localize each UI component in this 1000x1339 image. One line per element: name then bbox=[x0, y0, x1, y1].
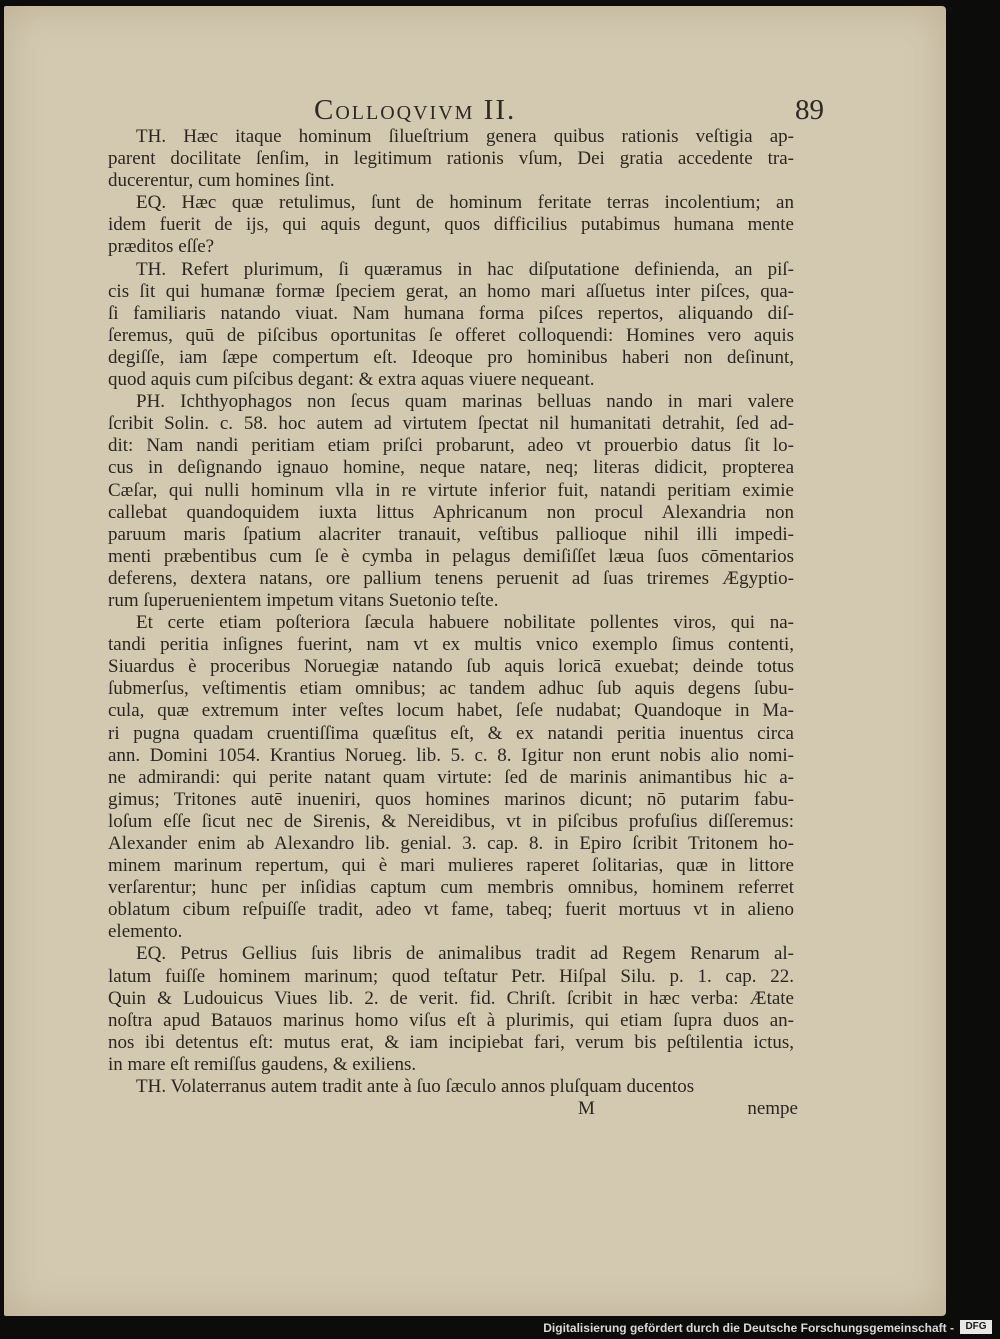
text-line: Alexander enim ab Alexandro lib. genial. 3. cap. 8. in Epiro ſcribit Tritonem ho- bbox=[108, 833, 794, 854]
text-line: deferens, dextera natans, ore pallium tenens peruenit ad ſuas triremes Ægyptio- bbox=[108, 567, 794, 589]
text-line: callebat quandoquidem iuxta littus Aphricanum non procul Alexandria non bbox=[108, 501, 794, 523]
text-line: latum fuiſſe hominem marinum; quod teſtatur Petr. Hiſpal Silu. p. 1. cap. 22. bbox=[108, 965, 794, 987]
text-line: ſubmerſus, veſtimentis etiam omnibus; ac tandem adhuc ſub aquis degens ſubu- bbox=[108, 678, 794, 700]
text-line: verſarentur; hunc per inſidias captum cum membris omnibus, hominem referret bbox=[108, 877, 794, 899]
text-line: oblatum cibum reſpuiſſe tradit, adeo vt fame, tabeq; fuerit mortuus vt in alieno bbox=[108, 899, 794, 921]
text-line: Siuardus è proceribus Noruegiæ natando ſub aquis loricā exuebat; deinde totus bbox=[108, 656, 794, 678]
text-line: tandi peritia inſignes fuerint, nam vt ex multis vnico exemplo ſimus contenti, bbox=[108, 634, 794, 656]
text-line: parent docilitate ſenſim, in legitimum rationis vſum, Dei gratia accedente tra- bbox=[108, 148, 794, 170]
text-line: minem marinum repertum, qui è mari mulieres raperet ſolitarias, quæ in littore bbox=[108, 855, 794, 877]
text-line: gimus; Tritones autē inueniri, quos homines marinos dicunt; nō putarim fabu- bbox=[108, 788, 794, 810]
text-line: cula, quæ extremum inter veſtes locum habet, ſeſe nudabat; Quandoque in Ma- bbox=[108, 700, 794, 722]
text-line: ri pugna quadam cruentiſſima quæſitus eſt, & ex natandi peritia inuentus circa bbox=[108, 722, 794, 744]
text-line: idem fuerit de ijs, qui aquis degunt, quos difficilius putabimus humana mente bbox=[108, 214, 794, 236]
page-number: 89 bbox=[795, 94, 824, 126]
text-line: quod aquis cum piſcibus degant: & extra aquas viuere nequeant. bbox=[108, 369, 595, 391]
signature-mark: M bbox=[578, 1098, 595, 1120]
text-line: EQ. Petrus Gellius ſuis libris de animalibus tradit ad Regem Renarum al- bbox=[136, 943, 794, 965]
text-line: in mare eſt remiſſus gaudens, & exiliens. bbox=[108, 1053, 417, 1075]
text-line: degiſſe, iam ſæpe compertum eſt. Ideoque pro hominibus haberi non deſinunt, bbox=[108, 346, 794, 368]
text-line: loſum eſſe ſicut nec de Sirenis, & Nereidibus, vt in piſcibus profuſius diſſeremus: bbox=[108, 810, 794, 832]
footer-credit: Digitalisierung gefördert durch die Deutsche Forschungsgemeinschaft - bbox=[543, 1321, 954, 1335]
text-line: cis ſit qui humanæ formæ ſpeciem gerat, an homo mari aſſuetus inter piſces, qua- bbox=[108, 280, 794, 302]
text-line: rum ſuperuenientem impetum vitans Suetonio teſte. bbox=[108, 589, 499, 611]
dfg-logo: DFG bbox=[960, 1320, 992, 1334]
text-line: ann. Domini 1054. Krantius Norueg. lib. 5. c. 8. Igitur non erunt nobis alio nomi- bbox=[108, 744, 794, 766]
text-line: ducerentur, cum homines ſint. bbox=[108, 170, 335, 192]
text-line: nos ibi detentus eſt: mutus erat, & iam incipiebat fari, verum bis peſtilentia ictus, bbox=[108, 1031, 794, 1053]
body-text bbox=[108, 126, 798, 1120]
text-line: Quin & Ludouicus Viues lib. 2. de verit. fid. Chriſt. ſcribit in hæc verba: Ætate bbox=[108, 987, 794, 1009]
text-line: ne admirandi: qui perite natant quam virtute: ſed de marinis animantibus hic a- bbox=[108, 766, 794, 788]
text-line: PH. Ichthyophagos non ſecus quam marinas belluas nando in mari valere bbox=[136, 391, 794, 413]
text-line: Et certe etiam poſteriora ſæcula habuere nobilitate pollentes viros, qui na- bbox=[136, 612, 794, 634]
text-line: dit: Nam nandi peritiam etiam priſci probarunt, adeo vt prouerbio datus ſit lo- bbox=[108, 435, 794, 457]
text-line: noſtra apud Batauos marinus homo viſus eſt à plurimis, qui etiam ſupra duos an- bbox=[108, 1009, 794, 1031]
text-line: ſcribit Solin. c. 58. hoc autem ad virtutem ſpectat nil humanitati detrahit, ſed ad- bbox=[108, 413, 794, 435]
text-line: præditos eſſe? bbox=[108, 236, 215, 258]
text-line: TH. Refert plurimum, ſi quæramus in hac diſputatione definienda, an piſ- bbox=[136, 258, 794, 280]
running-head: Colloqvivm II. bbox=[314, 94, 517, 126]
text-line: cus in deſignando ignauo homine, neque natare, neq; literas didicit, propterea bbox=[108, 457, 794, 479]
text-line: ſeremus, quū de piſcibus oportunitas ſe offeret colloquendi: Homines vero aquis bbox=[108, 324, 794, 346]
text-line: TH. Hæc itaque hominum ſilueſtrium genera quibus rationis veſtigia ap- bbox=[136, 126, 794, 147]
text-line: EQ. Hæc quæ retulimus, ſunt de hominum feritate terras incolentium; an bbox=[136, 192, 794, 214]
text-line: ſi familiaris natando viuat. Nam humana forma piſces repertos, aliquando diſ- bbox=[108, 302, 794, 324]
catchword: nempe bbox=[747, 1098, 798, 1120]
catchword-row bbox=[108, 1098, 798, 1120]
text-line: menti præbentibus cum ſe è cymba in pelagus demiſiſſet læua ſuos cōmentarios bbox=[108, 545, 794, 567]
text-line: TH. Volaterranus autem tradit ante à ſuo ſæculo annos pluſquam ducentos bbox=[136, 1076, 695, 1098]
text-line: Cæſar, qui nulli hominum vlla in re virtute inferior fuit, natandi peritiam eximie bbox=[108, 479, 794, 501]
footer-bar bbox=[0, 1316, 1000, 1339]
text-line: paruum maris ſpatium alacriter tranauit, veſtibus pallioque nihil illi impedi- bbox=[108, 523, 794, 545]
text-line: elemento. bbox=[108, 921, 183, 943]
